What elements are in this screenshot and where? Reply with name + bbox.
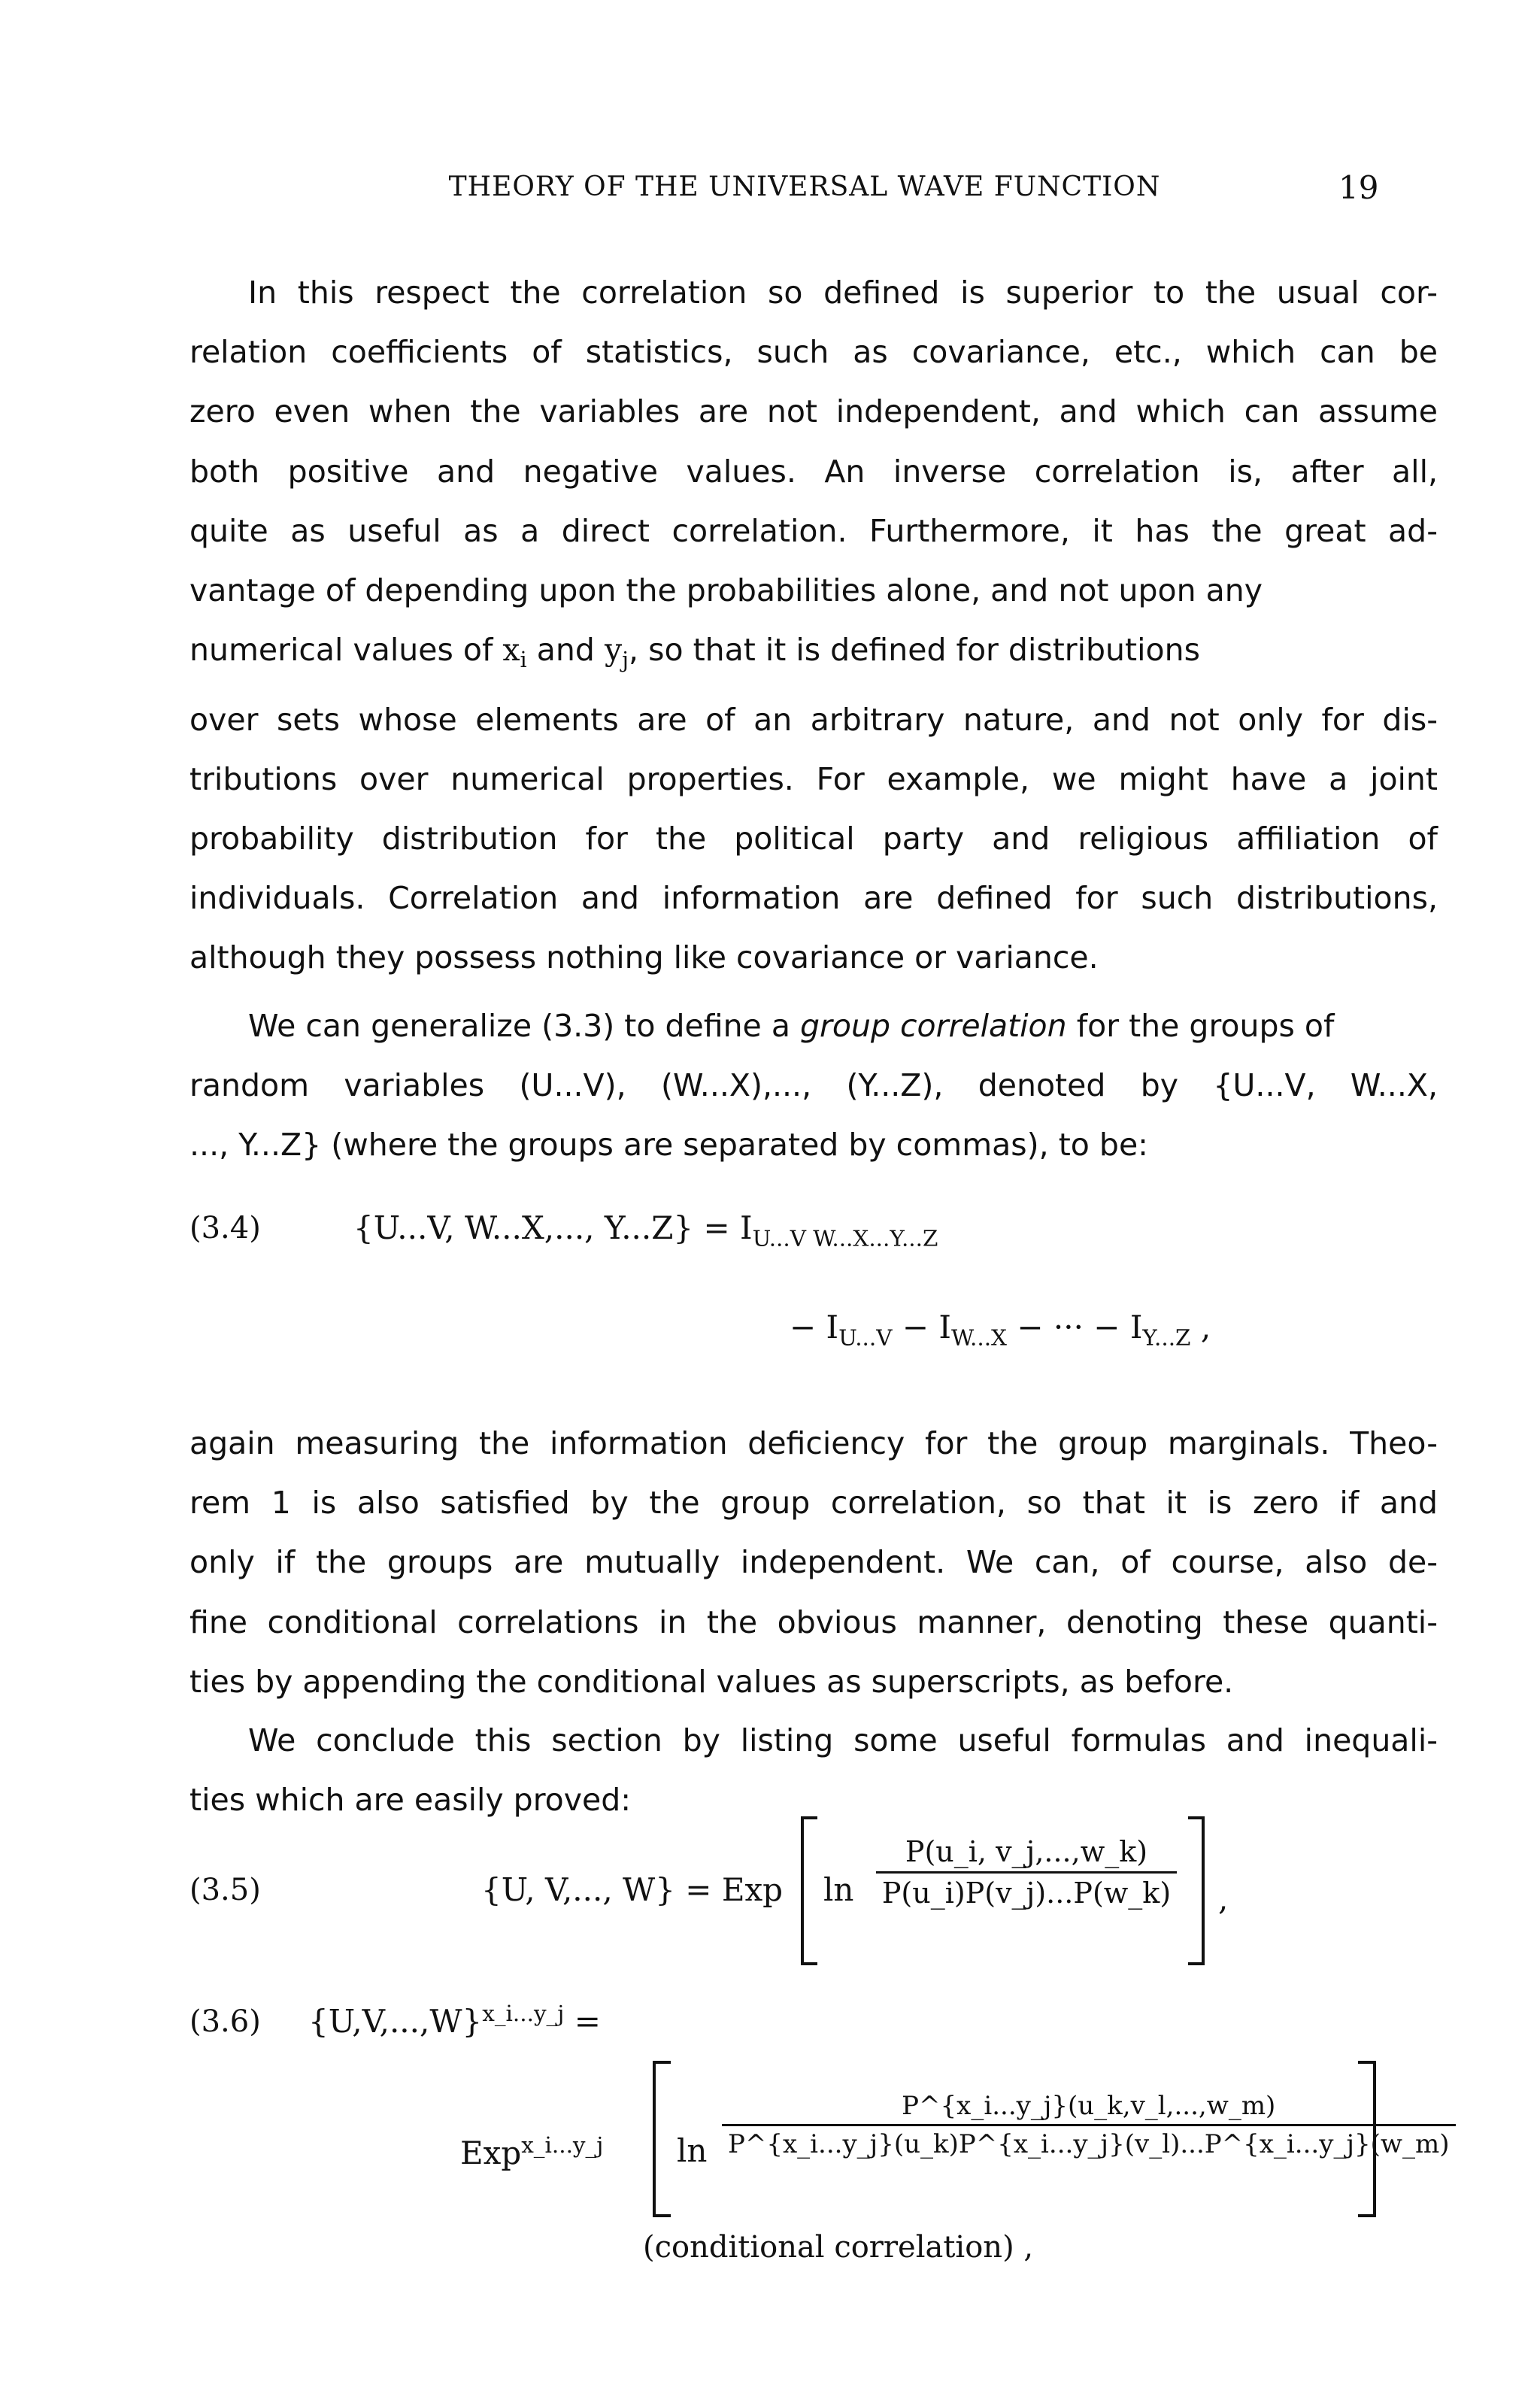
- text-line: both positive and negative values. An inverse correlation is, after all,: [189, 453, 1438, 490]
- text-line: only if the groups are mutually independent. We can, of course, also de-: [189, 1544, 1438, 1581]
- paragraph-1: [189, 263, 1438, 988]
- text-line: In this respect the correlation so defined is superior to the usual cor-: [248, 275, 1438, 311]
- equation-number: (3.4): [189, 1211, 261, 1245]
- left-bracket: [653, 2061, 671, 2217]
- fraction-denominator: P(u_i)P(v_j)...P(w_k): [876, 1871, 1177, 1910]
- equation-3-5-fraction: [865, 1835, 1188, 1910]
- right-bracket: [1188, 1816, 1205, 1965]
- fraction-numerator: P^{x_i...y_j}(u_k,v_l,...,w_m): [902, 2091, 1276, 2121]
- equation-3-6-lhs: $\{U,V,...,W\}^{x\_i...y\_j}$ =: [308, 2001, 601, 2040]
- text-line: relation coefficients of statistics, such as covariance, etc., which can be: [189, 334, 1438, 371]
- emphasis: group correlation: [800, 1008, 1067, 1044]
- math-y-j: $y_j$: [604, 632, 629, 673]
- paragraph-4: [189, 1711, 1438, 1830]
- text-line: probability distribution for the political party and religious affiliation of: [189, 821, 1438, 857]
- fraction-denominator: P^{x_i...y_j}(u_k)P^{x_i...y_j}(v_l)...P^{x_i...y_j}(w_m): [722, 2124, 1456, 2159]
- equation-number: (3.6): [189, 2004, 261, 2039]
- text-line: [189, 620, 1438, 690]
- page-number: 19: [1338, 169, 1379, 206]
- equation-number: (3.5): [189, 1873, 261, 1907]
- equation-3-6-exp: Exp$^{x\_i...y\_j}$: [460, 2132, 604, 2171]
- running-title: THEORY OF THE UNIVERSAL WAVE FUNCTION: [448, 171, 1161, 202]
- text-line: ..., Y...Z} (where the groups are separated by commas), to be:: [189, 1127, 1148, 1164]
- equation-3-6-fraction: [722, 2091, 1450, 2159]
- paragraph-2: [189, 997, 1438, 1176]
- text-line: again measuring the information deficiency for the group marginals. Theo-: [189, 1425, 1438, 1461]
- text-line: vantage of depending upon the probabilities alone, and not upon any: [189, 572, 1263, 609]
- math-x-i: $x_i$: [502, 632, 527, 673]
- fraction-numerator: P(u_i, v_j,...,w_k): [905, 1835, 1148, 1868]
- text-line: although they possess nothing like covariance or variance.: [189, 939, 1099, 976]
- text-line: zero even when the variables are not independent, and which can assume: [189, 393, 1438, 430]
- equation-3-6-note: (conditional correlation) ,: [643, 2230, 1034, 2265]
- text-line: We can generalize (3.3) to define a group correlation for the groups of: [248, 1008, 1335, 1044]
- text-line: tributions over numerical properties. For example, we might have a joint: [189, 760, 1438, 797]
- equation-3-6-ln: ln: [677, 2132, 708, 2169]
- text-line: individuals. Correlation and information are defined for such distributions,: [189, 880, 1438, 917]
- text-line: fine conditional correlations in the obvious manner, denoting these quanti-: [189, 1604, 1438, 1640]
- equation-3-5-lhs: {U, V,..., W} = Exp: [481, 1871, 784, 1908]
- text-line: quite as useful as a direct correlation. Furthermore, it has the great ad-: [189, 512, 1438, 549]
- text-line: We conclude this section by listing some useful formulas and inequali-: [248, 1722, 1438, 1758]
- paragraph-3: [189, 1414, 1438, 1712]
- text-fragment: , so that it is defined for distributions: [629, 632, 1200, 669]
- text-line: over sets whose elements are of an arbitrary nature, and not only for dis-: [189, 701, 1438, 738]
- equation-3-4-line-1: {U...V, W...X,..., $Y...Z\} = I_{U...V W...X...Y...Z}$: [353, 1209, 938, 1252]
- equation-3-5-comma: ,: [1218, 1880, 1229, 1917]
- equation-3-5-ln: ln: [823, 1871, 854, 1908]
- left-bracket: [801, 1816, 817, 1965]
- text-line: random variables (U...V), (W...X),..., (Y...Z), denoted by {U...V, W...X,: [189, 1067, 1438, 1104]
- text-line: ties by appending the conditional values as superscripts, as before.: [189, 1663, 1234, 1700]
- text-line: ties which are easily proved:: [189, 1782, 632, 1819]
- equation-3-4-line-2: − $I_{U...V} - I_{W...X}$ − ··· − $I_{Y...Z}$ ,: [790, 1309, 1211, 1351]
- text-line: rem 1 is also satisfied by the group correlation, so that it is zero if and: [189, 1485, 1438, 1522]
- text-fragment: and: [536, 632, 595, 669]
- right-bracket: [1358, 2061, 1376, 2217]
- text-fragment: numerical values of: [189, 632, 493, 669]
